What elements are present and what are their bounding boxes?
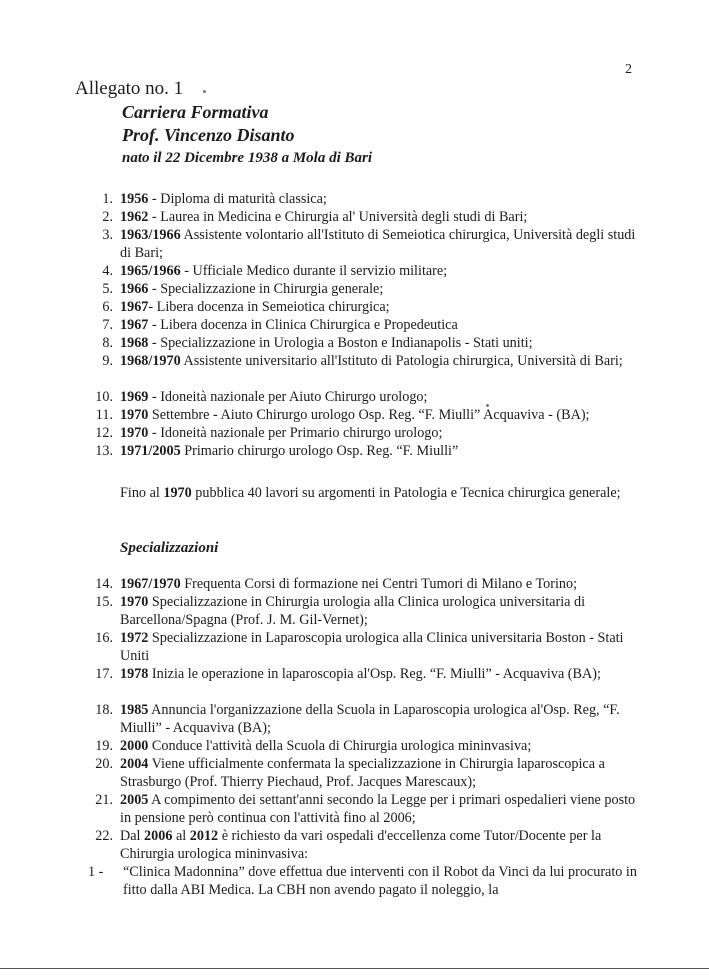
item-description: - Idoneità nazionale per Aiuto Chirurgo urologo; xyxy=(148,389,428,405)
item-number: 7. xyxy=(102,317,113,333)
item-text xyxy=(120,737,640,755)
item-number: 20. xyxy=(95,756,113,772)
item-number: 9. xyxy=(102,353,113,369)
item-description: Annuncia l'organizzazione della Scuola in Laparoscopia urologica al'Osp. Reg, “F. Miulli” - Acquaviva (BA); xyxy=(120,702,620,736)
item-description: Primario chirurgo urologo Osp. Reg. “F. Miulli” xyxy=(180,443,459,459)
item-description: Specializzazione in Laparoscopia urologica alla Clinica universitaria Boston - Stati Uniti xyxy=(120,630,624,664)
item-year: 1967/1970 xyxy=(120,576,181,592)
item-text xyxy=(120,298,640,316)
item-text xyxy=(120,575,640,593)
item-text xyxy=(120,352,640,370)
item-year: 1978 xyxy=(120,666,149,682)
item-description: Frequenta Corsi di formazione nei Centri Tumori di Milano e Torino; xyxy=(180,576,578,592)
item-number: 17. xyxy=(95,666,113,682)
item-text xyxy=(120,280,640,298)
person-name: Prof. Vincenzo Disanto xyxy=(122,125,295,145)
item-text xyxy=(120,388,640,406)
item-year: 1972 xyxy=(120,630,149,646)
item-year: 2000 xyxy=(120,738,149,754)
item-text xyxy=(120,593,640,629)
item-number: 5. xyxy=(102,281,113,297)
item-text xyxy=(120,262,640,280)
item-number: 22. xyxy=(95,828,113,844)
item-text xyxy=(120,755,640,791)
item-text xyxy=(120,334,640,352)
item-description: Inizia le operazione in laparoscopia al'Osp. Reg. “F. Miulli” - Acquaviva (BA); xyxy=(148,666,601,682)
item-number: 21. xyxy=(95,792,113,808)
item-number: 13. xyxy=(95,443,113,459)
item-number: 3. xyxy=(102,227,113,243)
item-text: “Clinica Madonnina” dove effettua due interventi con il Robot da Vinci da lui procurato in fitto dalla ABI Medica. La CBH non avendo pagato il noleggio, la xyxy=(123,864,637,898)
item-description: A compimento dei settant'anni secondo la Legge per i primari ospedalieri viene posto in pensione però continua con l'attività fino al 2006; xyxy=(120,792,636,826)
item-year: 1968 xyxy=(120,335,149,351)
item-description: Specializzazione in Chirurgia urologia alla Clinica urologica universitaria di Barcellona/Spagna (Prof. J. M. Gil-Vernet); xyxy=(120,594,586,628)
item-description: - Idoneità nazionale per Primario chirurgo urologo; xyxy=(148,425,443,441)
item-text: Dal 2006 al 2012 è richiesto da vari ospedali d'eccellenza come Tutor/Docente per la Chirurgia urologica mininvasiva: xyxy=(120,828,602,862)
item-year: 1970 xyxy=(120,407,149,423)
item-text xyxy=(120,208,640,226)
item-number: 1. xyxy=(102,191,113,207)
item-number: 12. xyxy=(95,425,113,441)
item-text xyxy=(120,316,640,334)
item-description: - Diploma di maturità classica; xyxy=(148,191,327,207)
item-number: 16. xyxy=(95,630,113,646)
item-description: Assistente volontario all'Istituto di Semeiotica chirurgica, Università degli studi di Bari; xyxy=(120,227,636,261)
document-title: Carriera Formativa xyxy=(122,102,269,122)
item-text xyxy=(120,190,640,208)
item-description: - Libera docenza in Semeiotica chirurgica; xyxy=(148,299,390,315)
item-text xyxy=(120,226,640,262)
item-description: - Ufficiale Medico durante il servizio militare; xyxy=(180,263,448,279)
birth-info: nato il 22 Dicembre 1938 a Mola di Bari xyxy=(122,150,373,166)
item-year: 1969 xyxy=(120,389,149,405)
item-description: - Specializzazione in Urologia a Boston e Indianapolis - Stati uniti; xyxy=(148,335,533,351)
item-number: 14. xyxy=(95,576,113,592)
item-number: 18. xyxy=(95,702,113,718)
item-description: Settembre - Aiuto Chirurgo urologo Osp. Reg. “F. Miulli” Acquaviva - (BA); xyxy=(148,407,590,423)
item-text xyxy=(120,629,640,665)
item-description: - Libera docenza in Clinica Chirurgica e Propedeutica xyxy=(148,317,458,333)
page-number: 2 xyxy=(625,62,632,77)
item-year: 1963/1966 xyxy=(120,227,181,243)
item-year: 1970 xyxy=(120,594,149,610)
item-year: 1971/2005 xyxy=(120,443,181,459)
section-heading: Specializzazioni xyxy=(120,540,219,556)
item-description: - Laurea in Medicina e Chirurgia al' Università degli studi di Bari; xyxy=(148,209,528,225)
scan-speck xyxy=(486,404,489,407)
scan-edge-line xyxy=(0,968,709,969)
item-text xyxy=(120,406,640,424)
item-description: Viene ufficialmente confermata la specializzazione in Chirurgia laparoscopica a Strasburgo (Prof. Thierry Piechaud, Prof. Jacques Marescaux); xyxy=(120,756,605,790)
item-year: 1967 xyxy=(120,299,149,315)
item-number: 19. xyxy=(95,738,113,754)
item-number: 1 - xyxy=(88,864,104,880)
scan-speck xyxy=(203,90,206,93)
publications-paragraph: Fino al 1970 pubblica 40 lavori su argomenti in Patologia e Tecnica chirurgica generale; xyxy=(120,485,621,501)
item-number: 15. xyxy=(95,594,113,610)
item-number: 10. xyxy=(95,389,113,405)
item-year: 2004 xyxy=(120,756,149,772)
item-number: 6. xyxy=(102,299,113,315)
item-text xyxy=(120,791,640,827)
item-year: 1985 xyxy=(120,702,149,718)
item-number: 11. xyxy=(95,407,113,423)
item-description: Conduce l'attività della Scuola di Chirurgia urologica mininvasiva; xyxy=(148,738,532,754)
item-year: 1967 xyxy=(120,317,149,333)
item-number: 8. xyxy=(102,335,113,351)
item-year: 1962 xyxy=(120,209,149,225)
item-number: 4. xyxy=(102,263,113,279)
item-year: 1965/1966 xyxy=(120,263,181,279)
item-year: 1956 xyxy=(120,191,149,207)
attachment-label: Allegato no. 1 xyxy=(75,78,184,99)
item-year: 1968/1970 xyxy=(120,353,181,369)
item-text xyxy=(120,442,640,460)
item-year: 1966 xyxy=(120,281,149,297)
item-description: Assistente universitario all'Istituto di Patologia chirurgica, Università di Bari; xyxy=(180,353,623,369)
item-text xyxy=(120,701,640,737)
item-text xyxy=(120,424,640,442)
item-number: 2. xyxy=(102,209,113,225)
item-year: 2005 xyxy=(120,792,149,808)
item-text xyxy=(120,665,640,683)
item-description: - Specializzazione in Chirurgia generale; xyxy=(148,281,384,297)
item-year: 1970 xyxy=(120,425,149,441)
